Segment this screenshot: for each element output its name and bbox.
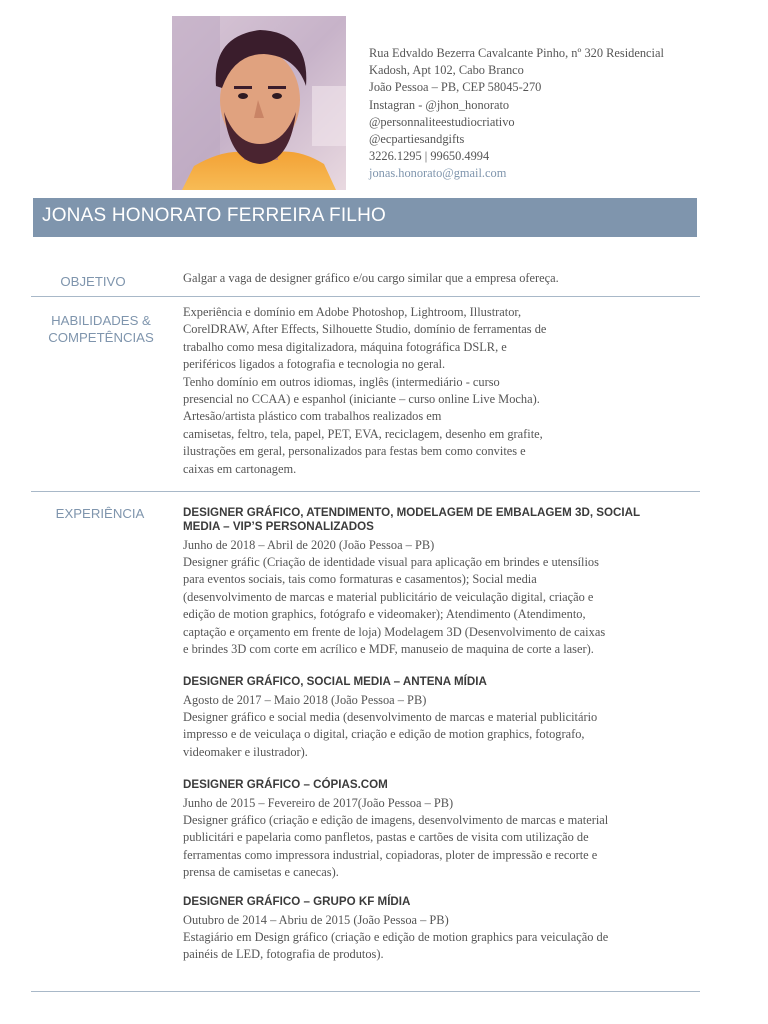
job-date: Junho de 2018 – Abril de 2020 (João Pessoa – PB) xyxy=(183,538,435,552)
job-title: DESIGNER GRÁFICO – CÓPIAS.COM xyxy=(183,778,388,791)
address-line: João Pessoa – PB, CEP 58045-270 xyxy=(369,80,542,95)
job-title: MEDIA – VIP’S PERSONALIZADOS xyxy=(183,520,374,533)
job-title: DESIGNER GRÁFICO, SOCIAL MEDIA – ANTENA MÍDIA xyxy=(183,675,487,688)
contact-block xyxy=(369,45,704,183)
job-date: Agosto de 2017 – Maio 2018 (João Pessoa – PB) xyxy=(183,693,427,707)
section-label-experience: EXPERIÊNCIA xyxy=(55,506,145,521)
skills-line: Tenho domínio em outros idiomas, inglês (intermediário - curso xyxy=(183,374,500,389)
objective-text: Galgar a vaga de designer gráfico e/ou cargo similar que a empresa ofereça. xyxy=(183,271,559,285)
skills-text xyxy=(183,304,546,478)
skills-line: trabalho como mesa digitalizadora, máquina fotográfica DSLR, e xyxy=(183,339,507,354)
job-date: Outubro de 2014 – Abriu de 2015 (João Pessoa – PB) xyxy=(183,913,449,927)
skills-line: Experiência e domínio em Adobe Photoshop, Lightroom, Illustrator, xyxy=(183,305,522,319)
skills-line: CorelDRAW, After Effects, Silhouette Studio, domínio de ferramentas de xyxy=(183,322,547,337)
job-title: DESIGNER GRÁFICO – GRUPO KF MÍDIA xyxy=(183,895,411,908)
job-title: DESIGNER GRÁFICO, ATENDIMENTO, MODELAGEM DE EMBALAGEM 3D, SOCIAL xyxy=(183,506,641,519)
job-description: Designer gráfic (Criação de identidade visual para aplicação em brindes e utensílios para eventos sociais, tais como formaturas e casamentos); Social media (desenvolvimento de marcas e material publicitário de veiculação digital, criação e edição de motion graphics, fotógrafo e videomaker); Atendimento (Atendimento, captação e orçamento em frente de loja) Modelagem 3D (Desenvolvimento de caixas e brindes 3D com corte em acrílico e MDF, manuseio de maquina de corte a laser). xyxy=(183,555,606,657)
social-handle: @personnaliteestudiocriativo xyxy=(369,114,515,129)
job-entry xyxy=(183,506,703,658)
job-entry xyxy=(183,675,703,761)
job-entry xyxy=(183,895,703,964)
section-divider xyxy=(31,296,700,297)
skills-line: Artesão/artista plástico com trabalhos realizados em xyxy=(183,409,442,424)
job-description: Designer gráfico e social media (desenvolvimento de marcas e material publicitário impresso e de veiculaça o digital, criação e edição de motion graphics, fotografo, videomaker e ilustrador). xyxy=(183,710,598,759)
skills-line: ilustrações em geral, personalizados para festas bem como convites e xyxy=(183,444,526,459)
job-description: Designer gráfico (criação e edição de imagens, desenvolvimento de marcas e material publicitári e papelaria como panfletos, pastas e cartões de visita com utilização de ferramentas como impressora industrial, copiadoras, ploter de impressão e recorte e prensa de camisetas e canecas). xyxy=(183,813,609,880)
skills-line: periféricos ligados a fotografia e tecnologia no geral. xyxy=(183,357,446,372)
skills-line: caixas em cartonagem. xyxy=(183,461,297,476)
full-name: JONAS HONORATO FERREIRA FILHO xyxy=(42,205,386,226)
email-link[interactable]: jonas.honorato@gmail.com xyxy=(369,166,507,181)
job-date: Junho de 2015 – Fevereiro de 2017(João Pessoa – PB) xyxy=(183,796,454,810)
skills-line: camisetas, feltro, tela, papel, PET, EVA, reciclagem, desenho em grafite, xyxy=(183,426,543,441)
section-label-skills: HABILIDADES & COMPETÊNCIAS xyxy=(48,313,154,345)
section-divider xyxy=(31,491,700,492)
address-line: Rua Edvaldo Bezerra Cavalcante Pinho, nº 320 Residencial xyxy=(369,46,664,60)
section-divider xyxy=(31,991,700,992)
skills-line: presencial no CCAA) e espanhol (iniciante – curso online Live Mocha). xyxy=(183,392,540,407)
job-description: Estagiário em Design gráfico (criação e edição de motion graphics para veiculação de painéis de LED, fotografia de produtos). xyxy=(183,930,609,962)
section-label-objective: OBJETIVO xyxy=(60,274,126,289)
name-banner xyxy=(33,198,697,237)
job-entry xyxy=(183,778,703,882)
address-line: Kadosh, Apt 102, Cabo Branco xyxy=(369,63,524,78)
social-handle: @ecpartiesandgifts xyxy=(369,132,465,147)
phone-numbers: 3226.1295 | 99650.4994 xyxy=(369,149,490,164)
profile-photo xyxy=(172,16,346,190)
instagram-handle: Instagran - @jhon_honorato xyxy=(369,97,510,112)
